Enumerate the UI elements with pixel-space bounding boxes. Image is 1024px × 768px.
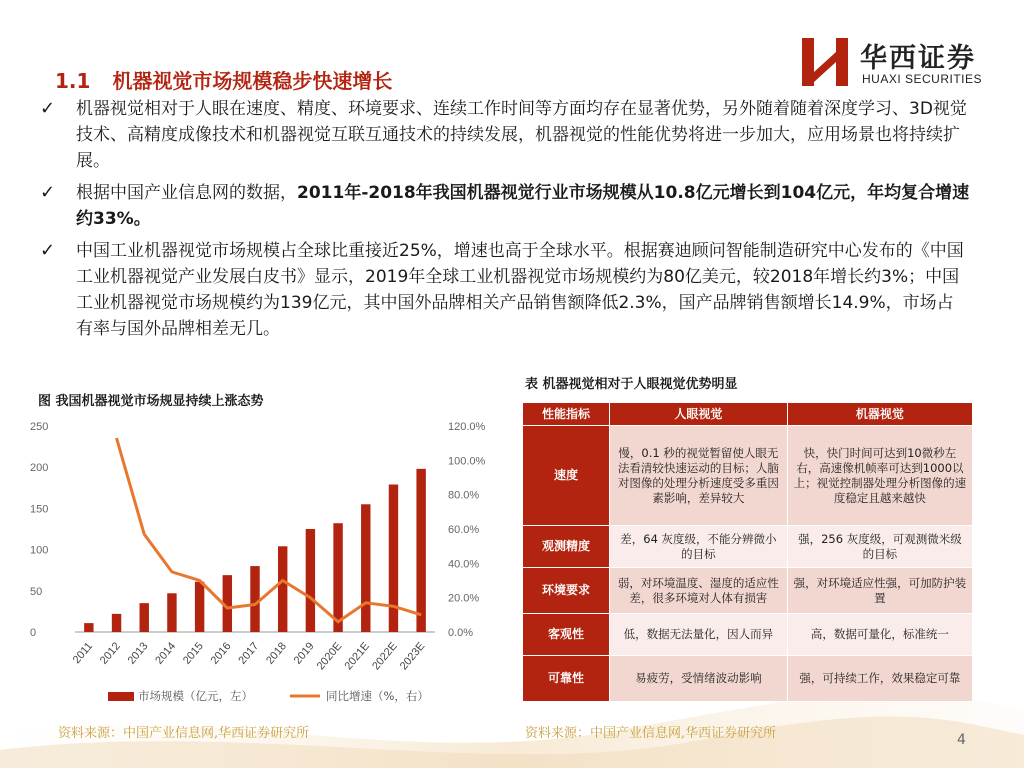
cell-human: 差，64 灰度级，不能分辨微小的目标 — [610, 526, 788, 568]
x-axis-tick-label: 2014 — [153, 640, 179, 667]
x-axis-tick-label: 2018 — [264, 640, 289, 667]
x-axis-tick-label: 2019 — [291, 640, 317, 667]
bar-2019 — [306, 529, 315, 632]
bullet-text-prefix: 根据中国产业信息网的数据， — [76, 183, 297, 203]
figure-source: 资料来源：中国产业信息网,华西证券研究所 — [58, 726, 310, 741]
market-size-chart — [30, 410, 500, 720]
bar-2023E — [416, 469, 425, 632]
bar-2011 — [84, 623, 93, 632]
right-axis-tick-label: 0.0% — [448, 627, 474, 639]
huaxi-logo-mark-icon — [800, 34, 852, 90]
row-metric: 环境要求 — [523, 568, 610, 614]
table-row — [523, 526, 973, 568]
table-row — [523, 614, 973, 656]
check-icon: ✓ — [40, 98, 56, 119]
bullet-list — [40, 96, 970, 348]
check-icon: ✓ — [40, 240, 56, 261]
x-axis-tick-label: 2017 — [236, 640, 262, 667]
x-axis-tick-label: 2015 — [180, 640, 206, 667]
x-axis-tick-label: 2022E — [370, 640, 400, 673]
legend-bar-swatch — [108, 692, 134, 701]
figure-caption: 图 我国机器视觉市场规显持续上涨态势 — [38, 394, 264, 409]
table-caption: 表 机器视觉相对于人眼视觉优势明显 — [525, 377, 738, 392]
right-axis-tick-label: 40.0% — [448, 558, 480, 571]
cell-machine: 高，数据可量化，标准统一 — [787, 614, 972, 656]
chart-container — [30, 410, 500, 720]
table-row — [523, 568, 973, 614]
bar-2013 — [140, 603, 149, 632]
comparison-table — [522, 402, 973, 702]
brand-name-cn: 华西证券 — [860, 43, 976, 74]
x-axis-tick-label: 2023E — [397, 640, 428, 673]
table-row — [523, 426, 973, 526]
cell-human: 易疲劳，受情绪波动影响 — [610, 655, 788, 701]
bullet-item — [40, 180, 970, 232]
bullet-text: 中国工业机器视觉市场规模占全球比重接近25%，增速也高于全球水平。根据赛迪顾问智能制造研究中心发布的《中国工业机器视觉产业发展白皮书》显示，2019年全球工业机器视觉市场规模约为80亿美元，较2018年增长约3%；中国工业机器视觉市场规模约为139亿元，其中国外品牌相关产品销售额降低2.3%，国产品牌销售额增长14.9%，市场占有率与国外品牌相差无几。 — [76, 241, 964, 339]
right-axis-tick-label: 20.0% — [448, 592, 480, 605]
right-axis-tick-label: 120.0% — [448, 421, 486, 433]
table-header-row — [523, 403, 973, 426]
cell-machine: 快，快门时间可达到10微秒左右，高速像机帧率可达到1000以上；视觉控制器处理分析图像的速度稳定且越来越快 — [787, 426, 972, 526]
section-number: 1.1 — [55, 69, 91, 93]
left-axis-tick-label: 200 — [30, 462, 49, 475]
bar-2012 — [112, 614, 121, 632]
bullet-text: 机器视觉相对于人眼在速度、精度、环境要求、连续工作时间等方面均存在显著优势，另外随着随着深度学习、3D视觉技术、高精度成像技术和机器视觉互联互通技术的持续发展，机器视觉的性能优势将进一步加大，应用场景也将持续扩展。 — [76, 99, 967, 171]
x-axis-tick-label: 2012 — [97, 640, 123, 667]
cell-machine: 强，可持续工作，效果稳定可靠 — [787, 655, 972, 701]
cell-machine: 强，对环境适应性强，可加防护装置 — [787, 568, 972, 614]
bar-2020E — [333, 523, 342, 632]
table-source: 资料来源：中国产业信息网,华西证券研究所 — [525, 726, 777, 741]
table-header-cell: 性能指标 — [523, 403, 610, 426]
x-axis-tick-label: 2021E — [342, 640, 373, 673]
bullet-item — [40, 96, 970, 174]
left-axis-tick-label: 50 — [30, 585, 43, 598]
row-metric: 客观性 — [523, 614, 610, 656]
page-number: 4 — [957, 732, 966, 748]
bullet-item — [40, 238, 970, 342]
right-axis-tick-label: 100.0% — [448, 455, 486, 468]
left-axis-tick-label: 100 — [30, 544, 49, 557]
bar-2015 — [195, 582, 204, 632]
bar-2018 — [278, 546, 287, 632]
section-title — [55, 65, 392, 94]
bar-2022E — [389, 485, 398, 632]
x-axis-tick-label: 2013 — [125, 640, 151, 667]
cell-human: 低，数据无法量化，因人而异 — [610, 614, 788, 656]
left-axis-tick-label: 250 — [30, 421, 49, 433]
bullet-text — [76, 183, 969, 229]
huaxi-logo — [800, 34, 1010, 94]
check-icon: ✓ — [40, 182, 56, 203]
section-title-text: 机器视觉市场规模稳步快速增长 — [112, 69, 393, 93]
cell-human: 慢，0.1 秒的视觉暂留使人眼无法看清较快速运动的目标；人脑对图像的处理分析速度受多重因素影响，差异较大 — [610, 426, 788, 526]
bar-2021E — [361, 504, 370, 632]
table-row — [523, 655, 973, 701]
legend-label: 同比增速（%，右） — [326, 689, 429, 703]
growth-rate-line — [117, 438, 422, 622]
bar-2017 — [250, 566, 259, 632]
row-metric: 可靠性 — [523, 655, 610, 701]
x-axis-tick-label: 2011 — [70, 640, 96, 667]
left-axis-tick-label: 0 — [30, 627, 37, 639]
cell-human: 弱，对环境温度、湿度的适应性差，很多环境对人体有损害 — [610, 568, 788, 614]
table-header-cell: 人眼视觉 — [610, 403, 788, 426]
bar-2014 — [167, 593, 176, 632]
left-axis-tick-label: 150 — [30, 503, 49, 516]
row-metric: 观测精度 — [523, 526, 610, 568]
x-axis-tick-label: 2020E — [314, 640, 345, 673]
table-header-cell: 机器视觉 — [787, 403, 972, 426]
bullet-text-bold: 2011年-2018年我国机器视觉行业市场规模从10.8亿元增长到104亿元，年均复合增速约33%。 — [76, 183, 970, 229]
x-axis-tick-label: 2016 — [208, 640, 234, 667]
legend-label: 市场规模（亿元，左） — [138, 689, 253, 703]
right-axis-tick-label: 80.0% — [448, 489, 480, 502]
row-metric: 速度 — [523, 426, 610, 526]
brand-name-en: HUAXI SECURITIES — [862, 72, 983, 86]
cell-machine: 强，256 灰度级，可观测微米级的目标 — [787, 526, 972, 568]
right-axis-tick-label: 60.0% — [448, 524, 480, 536]
